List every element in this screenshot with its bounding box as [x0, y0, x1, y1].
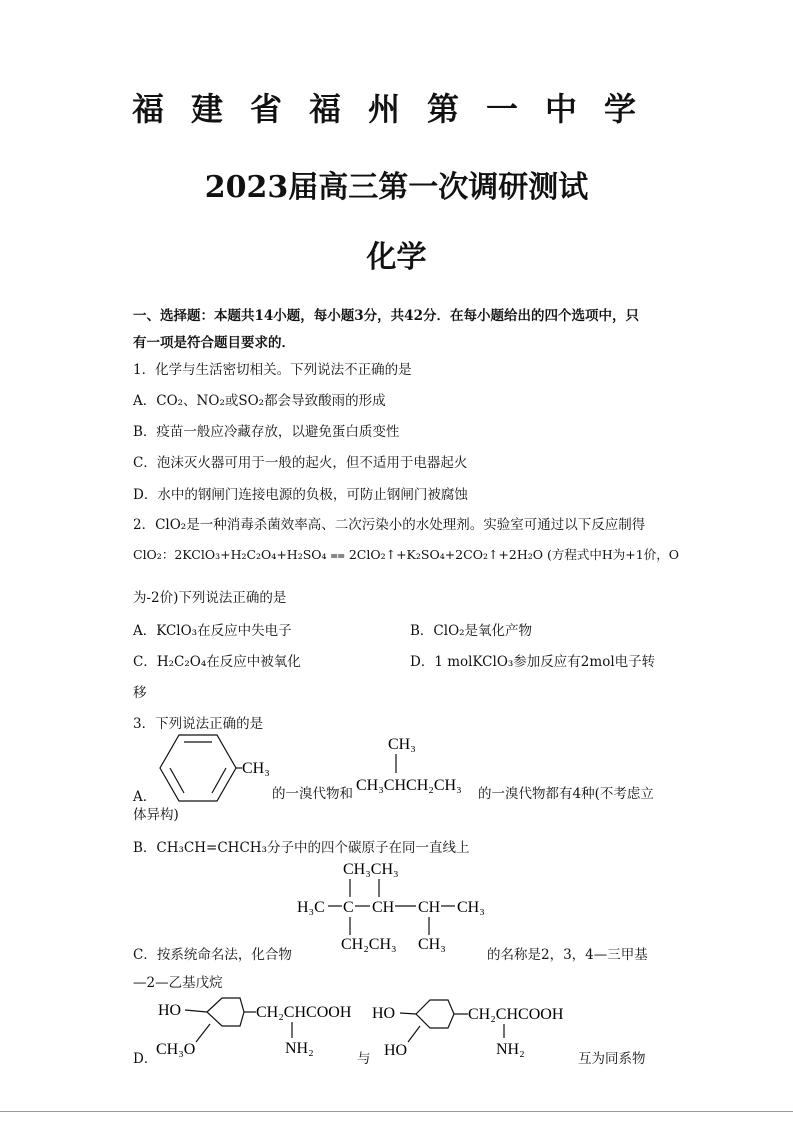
isopentane-main-chain: CH₃CHCH₂CH₃: [356, 777, 462, 794]
c-bottom-methyl: CH₃: [418, 936, 446, 953]
page-bottom-rule: [0, 1111, 793, 1112]
toluene-structure: [150, 730, 280, 805]
section-header-line1: 一、选择题：本题共14小题，每小题3分，共42分．在每小题给出的四个选项中，只: [133, 308, 639, 324]
q2-equation: ClO₂：2KClO₃+H₂C₂O₄+H₂SO₄ ⩵ 2ClO₂↑+K₂SO₄+2CO₂↑+2H₂O (方程式中H为+1价，O: [133, 547, 679, 562]
q3-a-end: 的一溴代物都有4种(不考虑立: [478, 786, 654, 802]
school-title: 福建省福州第一中学: [132, 90, 664, 128]
d2-chain: CH₂CHCOOH: [468, 1006, 564, 1023]
amino-acid-structure-1: [152, 990, 362, 1062]
q2-stem-line3: 为-2价)下列说法正确的是: [133, 590, 287, 606]
q3-option-b: B．CH₃CH=CHCH₃分子中的四个碳原子在同一直线上: [133, 840, 470, 856]
toluene-ch3: CH₃: [242, 760, 270, 777]
q2-option-c: C．H₂C₂O₄在反应中被氧化: [133, 654, 301, 670]
d2-nh2: NH₂: [496, 1041, 525, 1058]
q1-option-c: C．泡沫灭火器可用于一般的起火，但不适用于电器起火: [133, 455, 468, 471]
q2-option-d-cont: 移: [133, 685, 147, 701]
q3-stem: 3．下列说法正确的是: [133, 716, 264, 732]
q2-stem-line1: 2．ClO₂是一种消毒杀菌效率高、二次污染小的水处理剂。实验室可通过以下反应制得: [133, 517, 646, 533]
q3-a-mid: 的一溴代物和: [272, 786, 353, 802]
q3-d-label: D．: [133, 1051, 158, 1067]
isopentane-structure: [354, 732, 479, 794]
d1-nh2: NH₂: [285, 1040, 314, 1057]
q3-d-end: 互为同系物: [578, 1051, 646, 1067]
subject-title: 化学: [366, 240, 427, 275]
q3-a-line2: 体异构): [133, 807, 179, 823]
d1-ch3o: CH₃O: [156, 1041, 196, 1058]
branched-alkane-structure: [295, 855, 495, 955]
d2-ho-1: HO: [372, 1005, 396, 1022]
q3-d-mid: 与: [357, 1051, 371, 1067]
q2-option-d: D．1 molKClO₃参加反应有2mol电子转: [410, 654, 656, 670]
q1-stem: 1．化学与生活密切相关。下列说法不正确的是: [133, 362, 412, 378]
section-header-line2: 有一项是符合题目要求的．: [133, 335, 295, 351]
q2-option-b: B．ClO₂是氧化产物: [410, 623, 533, 639]
q1-option-d: D．水中的钢闸门连接电源的负极，可防止钢闸门被腐蚀: [133, 487, 468, 503]
d2-ho-2: HO: [384, 1042, 408, 1059]
q3-option-c: C．按系统命名法，化合物: [133, 947, 292, 963]
c-top-substituents: CH₃CH₃: [343, 861, 399, 878]
c-ch-1: CH: [372, 899, 395, 916]
c-quaternary-c: C: [343, 899, 354, 916]
q3-c-line2: —2—乙基戊烷: [133, 975, 223, 991]
q1-option-b: B．疫苗一般应冷藏存放，以避免蛋白质变性: [133, 424, 400, 440]
amino-acid-structure-2: [368, 992, 578, 1062]
isopentane-top-ch3: CH₃: [388, 736, 416, 753]
q3-c-end: 的名称是2，3，4—三甲基: [487, 947, 648, 963]
c-ch-2: CH: [418, 899, 441, 916]
c-h3c: H₃C: [297, 899, 325, 916]
q3-a-label: A．: [133, 789, 157, 805]
c-bottom-ethyl: CH₂CH₃: [341, 936, 397, 953]
d1-chain: CH₂CHCOOH: [256, 1004, 352, 1021]
q1-option-a: A．CO₂、NO₂或SO₂都会导致酸雨的形成: [133, 393, 386, 409]
d1-ho: HO: [158, 1002, 182, 1019]
c-end-ch3: CH₃: [457, 899, 485, 916]
q2-option-a: A．KClO₃在反应中失电子: [133, 623, 292, 639]
exam-title: 2023届高三第一次调研测试: [204, 170, 589, 205]
